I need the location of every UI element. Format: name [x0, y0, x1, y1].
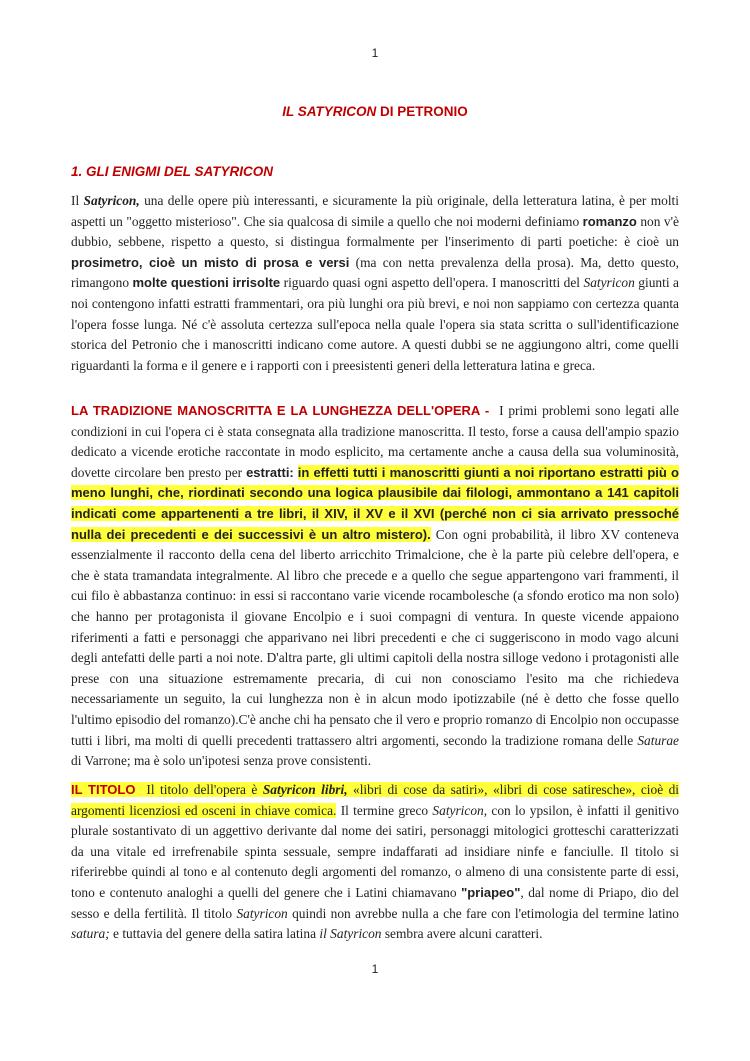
text-run: quindi non avrebbe nulla a che fare con l'etimologia del termine latino	[287, 905, 680, 921]
highlighted-passage: in effetti tutti i manoscritti giunti a noi riportano estratti più o meno lunghi, che, riordinati secondo una logica plausibile dai filologi, ammontano a 141 capitoli indicati come appartenenti a tre libri, il XIV, il XV e il XVI (perché non ci sia arrivato pressoché nulla dei precedenti e dei successivi è un altro mistero).	[71, 464, 679, 542]
term-satura: satura;	[71, 926, 110, 942]
highlighted-passage: Il titolo dell'opera è	[146, 782, 263, 797]
text-run: una delle opere più interessanti, e sicuramente la più originale, della letteratura latina, è per molti aspetti un "oggetto misterioso". Che sia qualcosa di simile a quello che noi moderni definiamo	[71, 193, 679, 229]
paragraph-tradizione	[71, 401, 679, 772]
term-satyricon: Satyricon,	[83, 193, 140, 208]
text-run: I primi problemi sono legati alle condizioni in cui l'opera ci è stata consegnata alla tradizione manoscritta. Il testo, forse a causa dell'ampio spazio dedicato a vicende erotiche raccontate in modo esplicito, ma certamente anche a causa della sua voluminosità, dovette circolare ben presto per	[71, 403, 679, 480]
title-rest: DI PETRONIO	[376, 104, 468, 119]
term-questioni-irrisolte: molte questioni irrisolte	[132, 275, 281, 291]
section-heading-enigmi: 1. GLI ENIGMI DEL SATYRICON	[71, 164, 274, 179]
inline-heading-tradizione: LA TRADIZIONE MANOSCRITTA E LA LUNGHEZZA DELL'OPERA -	[71, 403, 490, 418]
term-satyricon-italic: Satyricon	[236, 905, 288, 921]
text-run: (ma con netta prevalenza della prosa). Ma, detto questo, rimangono	[71, 254, 680, 291]
term-priapeo: "priapeo"	[461, 884, 521, 900]
title-italic: IL SATYRICON	[282, 104, 377, 119]
term-saturae: Saturae	[637, 732, 679, 748]
text-run: riguardo quasi ogni aspetto dell'opera. I manoscritti del	[280, 275, 584, 291]
document-title	[0, 104, 750, 119]
text-run: non v'è dubbio, sebbene, rispetto a questo, si distingua formalmente per l'inserimento di parti poetiche: è cioè un	[71, 213, 679, 250]
text-run: , dal nome di Priapo, dio del sesso e della fertilità. Il titolo	[71, 884, 679, 921]
term-satyricon-libri: Satyricon libri,	[262, 782, 348, 797]
inline-heading-titolo: IL TITOLO	[71, 782, 136, 797]
text-run: Con ogni probabilità, il libro XV conteneva essenzialmente il racconto della cena del liberto arricchito Trimalcione, che è la parte più celebre dell'opera, e che è stata tramandata integralmente. Al libro che precede e a quello che segue appartengono vari frammenti, il cui filo è abbastanza continuo: in essi si raccontano varie vicende rocambolesche (a sfondo erotico ma non solo) che hanno per protagonista il giovane Encolpio e i suoi compagni di ventura. In queste vicende appaiono riferimenti a fatti e personaggi che apparivano nei libri precedenti e che ci suggeriscono in modo vago alcuni degli antefatti delle parti a noi note. D'altra parte, gli ultimi capitoli della nostra silloge vedono i protagonisti alle prese con una situazione estremamente precaria, di cui non conosciamo l'esito ma che richiedeva necessariamente un seguito, la cui lunghezza non è in alcun modo ipotizzabile (né è detto che fosse quello l'ultimo episodio del romanzo).C'è anche chi ha pensato che il vero e proprio romanzo di Encolpio non occupasse tutti i libri, ma molti di quelli precedenti trattassero altri argomenti, secondo la tradizione romana delle	[71, 526, 679, 748]
page-number-top: 1	[371, 46, 379, 60]
paragraph-titolo	[71, 780, 679, 945]
term-estratti: estratti:	[246, 464, 294, 480]
text-run: e tuttavia del genere della satira latina	[109, 926, 320, 942]
page-number-bottom: 1	[371, 962, 379, 976]
term-il-satyricon: il Satyricon	[319, 926, 382, 942]
term-satyricon-italic: Satyricon	[583, 275, 635, 291]
text-run: con lo ypsilon, è infatti il genitivo plurale sostantivato di un aggettivo derivante dal nome dei satiri, personaggi mitologici grotteschi caratterizzati da una vitale ed irrefrenabile spinta sessuale, sempre indaffarati ad insidiare ninfe e fanciulle. Il titolo si riferirebbe quindi al tono e al contenuto degli argomenti del romanzo, o almeno di una consistente parte di essi, tono e contenuto analoghi a quelli del genere che i Latini chiamavano	[71, 802, 679, 900]
term-satyricon-italic: Satyricon,	[432, 802, 488, 818]
highlighted-passage: «libri di cose da satiri», «libri di cose satiresche», cioè di argomenti licenziosi ed osceni in chiave comica.	[71, 782, 680, 818]
text-run: Il	[71, 193, 84, 208]
text-run: sembra avere alcuni caratteri.	[381, 926, 543, 942]
term-romanzo: romanzo	[582, 213, 637, 229]
term-prosimetro: prosimetro, cioè un misto di prosa e versi	[71, 254, 350, 270]
text-run: Il termine greco	[336, 802, 433, 818]
text-run: di Varrone; ma è solo un'ipotesi senza prove consistenti.	[71, 753, 372, 769]
text-run: giunti a noi contengono infatti estratti frammentari, ora più lunghi ora più brevi, e noi non sappiamo con certezza quanta l'opera fosse lunga. Né c'è assoluta certezza sull'epoca nella quale l'opera sia stata scritta o sull'identificazione storica del Petronio che i manoscritti indicano come autore. A questi dubbi se ne aggiungono altri, come quelli riguardanti la forma e il genere e i rapporti con i preesistenti generi della letteratura latina e greca.	[71, 275, 679, 373]
paragraph-intro	[71, 191, 679, 376]
